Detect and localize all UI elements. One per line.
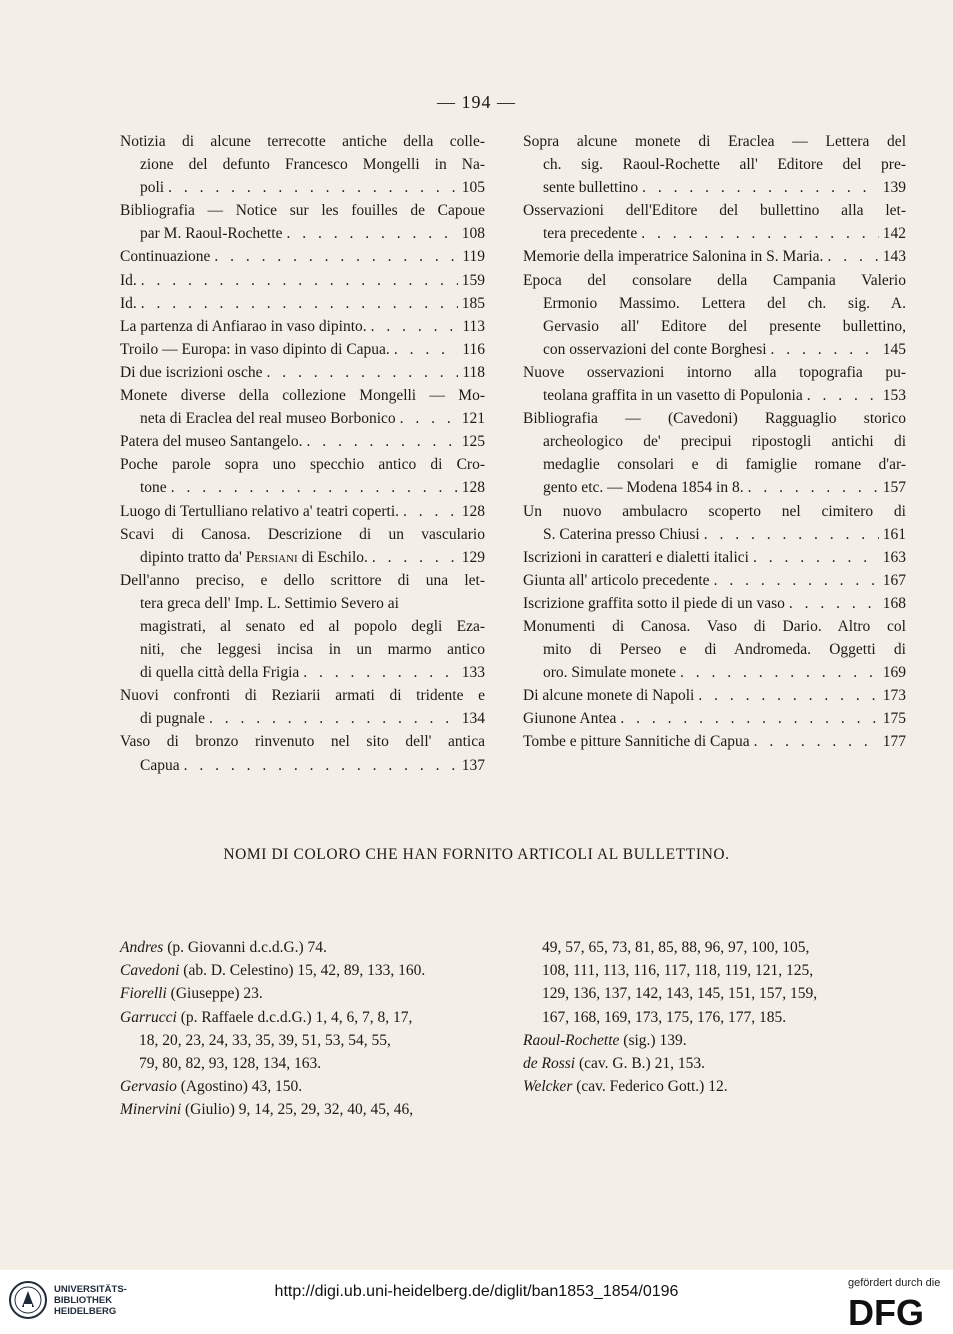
toc-leader-dots [637,222,879,245]
toc-page-number: 163 [882,548,906,566]
toc-entry-text: Giunone Antea [523,710,617,728]
contributor-pages: 129, 136, 137, 142, 143, 145, 151, 157, 159, [542,985,818,1003]
toc-page-number: 159 [461,271,485,289]
toc-page-number: 139 [882,179,906,197]
toc-leader-dots [710,569,879,592]
toc-page-number: 153 [882,387,906,405]
toc-page-number: 113 [462,317,485,335]
toc-line: Scavi di Canosa. Descrizione di un vasculario [120,525,485,543]
contributor-pages: (cav. Federico Gott.) 12. [572,1078,728,1096]
toc-leader-dots [368,546,458,569]
contributor-name: Andres [120,939,164,956]
toc-entry-text: Patera del museo Santangelo. [120,433,303,451]
toc-entry-title [543,523,700,546]
toc-leader-dots [205,707,458,730]
toc-line: Un nuovo ambulacro scoperto nel cimitero di [523,502,906,520]
contributor-line [120,1006,492,1029]
contributor-line [120,1098,492,1121]
toc-line [523,384,906,407]
toc-entry-title [140,546,368,569]
toc-page-number: 185 [461,294,485,312]
contributor-pages: (Agostino) 43, 150. [176,1078,303,1096]
contributor-line [120,936,492,959]
toc-leader-dots [303,430,458,453]
contributor-line [523,1052,906,1075]
contributors-left-column [120,936,492,1122]
toc-entry-text: Luogo di Tertulliano relativo a' teatri coperti. [120,502,400,520]
toc-line [523,592,906,615]
funder-note: gefördert durch die [848,1277,941,1289]
toc-entry-text: Id. [120,271,137,289]
toc-entry-title [543,176,638,199]
toc-line: Monete diverse della collezione Mongelli — Mo- [120,387,485,405]
toc-entry-text: di pugnale [140,710,205,728]
toc-leader-dots [164,176,458,199]
toc-line: Gervasio all' Editore del presente bullettino, [543,317,906,335]
toc-entry-text: tone [140,479,167,497]
toc-line [120,292,485,315]
toc-line: Vaso di bronzo rinvenuto nel sito dell' antica [120,733,485,751]
toc-line: Notizia di alcune terrecotte antiche della colle- [120,133,485,150]
toc-leader-dots [767,338,879,361]
toc-line [120,269,485,292]
toc-page-number: 125 [461,433,485,451]
toc-page-number: 133 [461,664,485,682]
toc-page-number: 116 [462,340,485,358]
toc-leader-dots [700,523,879,546]
toc-page-number: 121 [461,410,485,428]
toc-entry-title [523,592,785,615]
dfg-logo-text: DFG [848,1294,924,1328]
contributor-name: Garrucci [120,1008,177,1026]
toc-line [523,176,906,199]
toc-line: archeologico de' precipui ripostogli antichi di [543,433,906,451]
toc-leader-dots [299,661,457,684]
toc-page-number: 167 [882,571,906,589]
toc-entry-title [140,176,164,199]
toc-line [120,661,485,684]
toc-entry-text: Continuazione [120,248,211,266]
toc-leader-dots [750,730,879,753]
toc-line [120,361,485,384]
toc-leader-dots [137,292,458,315]
toc-entry-text: Id. [120,294,137,312]
toc-leader-dots [137,269,458,292]
toc-line [523,730,906,753]
contributor-pages: 167, 168, 169, 173, 175, 176, 177, 185. [542,1008,787,1026]
toc-leader-dots [823,245,878,268]
toc-line [120,338,485,361]
toc-leader-dots [180,754,458,777]
toc-entry-title [120,292,137,315]
toc-entry-text: neta di Eraclea del real museo Borbonico [140,410,396,428]
toc-page-number: 168 [882,594,906,612]
toc-entry-text: S. Caterina presso Chiusi [543,525,700,543]
toc-entry-text: Tombe e pitture Sannitiche di Capua [523,733,750,751]
toc-entry-title [120,500,399,523]
toc-line: magistrati, al senato ed al popolo degli Eza- [140,617,485,635]
toc-entry-text: par M. Raoul-Rochette [140,225,283,243]
toc-entry-title [523,684,694,707]
toc-line: Sopra alcune monete di Eraclea — Lettera del [523,133,906,150]
toc-line [523,661,906,684]
toc-leader-dots [262,361,458,384]
toc-page-number: 134 [461,710,485,728]
toc-right-column [523,130,906,754]
toc-line [120,707,485,730]
toc-entry-title [523,707,616,730]
contributor-pages: (p. Raffaele d.c.d.G.) 1, 4, 6, 7, 8, 17, [176,1008,413,1026]
toc-line [120,222,485,245]
contributors-heading: NOMI DI COLORO CHE HAN FORNITO ARTICOLI AL BULLETTINO. [223,846,730,863]
toc-line [523,338,906,361]
contributor-pages: (p. Giovanni d.c.d.G.) 74. [163,939,327,956]
toc-entry-text: con osservazioni del conte Borghesi [543,340,767,358]
toc-entry-text: di quella città della Frigia [140,664,300,682]
toc-leader-dots [676,661,879,684]
toc-leader-dots [396,407,458,430]
toc-line: Poche parole sopra uno specchio antico di Cro- [120,456,485,474]
toc-entry-text: tera precedente [543,225,638,243]
toc-page-number: 143 [882,248,906,266]
toc-leader-dots [616,707,878,730]
toc-entry-title [120,315,367,338]
toc-line: Nuovi confronti di Reziarii armati di tridente e [120,687,485,705]
toc-entry-title [120,245,210,268]
toc-entry-text: sente bullettino [543,179,639,197]
toc-leader-dots [282,222,457,245]
toc-line: Monumenti di Canosa. Vaso di Dario. Altro col [523,617,906,635]
toc-entry-title [140,407,396,430]
toc-line: Nuove osservazioni intorno alla topografia pu- [523,363,906,381]
toc-leader-dots [399,500,458,523]
toc-line [523,569,906,592]
contributor-name: Raoul-Rochette [523,1031,620,1049]
contributor-pages: (Giuseppe) 23. [166,985,263,1003]
toc-entry-title [140,222,282,245]
toc-line [120,430,485,453]
toc-leader-dots [803,384,879,407]
toc-line [120,500,485,523]
toc-line: tera greca dell' Imp. L. Settimio Severo ai [140,594,399,612]
toc-entry-title [543,476,744,499]
contributor-name: de Rossi [523,1054,576,1072]
toc-page-number: 108 [461,225,485,243]
toc-entry-title [140,476,167,499]
toc-entry-text: Iscrizioni in caratteri e dialetti italici [523,548,749,566]
toc-entry-text: Memorie della imperatrice Salonina in S. Maria. [523,248,824,266]
toc-entry-title [120,269,137,292]
toc-page-number: 129 [461,548,485,566]
contributor-line [523,936,906,959]
contributor-name: Minervini [120,1101,182,1119]
contributor-pages: (sig.) 139. [619,1031,687,1049]
toc-entry-text: Di alcune monete di Napoli [523,687,695,705]
toc-line [523,245,906,268]
source-url[interactable]: http://digi.ub.uni-heidelberg.de/diglit/ban1853_1854/0196 [274,1283,679,1300]
contributor-line [120,1052,492,1075]
toc-page-number: 169 [882,664,906,682]
toc-entry-title [120,430,303,453]
toc-leader-dots [210,245,458,268]
contributor-name: Welcker [523,1078,573,1096]
toc-page-number: 157 [882,479,906,497]
toc-entry-title [120,338,390,361]
toc-entry-text: dipinto tratto da' [140,548,246,566]
toc-entry-title [543,338,767,361]
toc-page-number: 142 [882,225,906,243]
contributor-name: Fiorelli [120,985,167,1003]
toc-leader-dots [785,592,879,615]
toc-leader-dots [167,476,458,499]
toc-page-number: 128 [461,502,485,520]
contributor-name: Cavedoni [120,962,180,980]
toc-entry-title [543,661,676,684]
toc-entry-title [543,222,637,245]
contributor-pages: (Giulio) 9, 14, 25, 29, 32, 40, 45, 46, [181,1101,414,1119]
toc-entry-title [140,754,180,777]
toc-page-number: 161 [882,525,906,543]
toc-line [523,222,906,245]
toc-entry-author: Persiani [245,548,298,566]
toc-line: zione del defunto Francesco Mongelli in Na- [140,156,485,174]
toc-line [120,176,485,199]
toc-entry-text: Di due iscrizioni osche [120,363,263,381]
toc-line [120,407,485,430]
toc-line: Osservazioni dell'Editore del bullettino alla let- [523,202,906,220]
toc-entry-text: gento etc. — Modena 1854 in 8. [543,479,744,497]
page-number: — 194 — [437,92,516,112]
toc-leader-dots [367,315,459,338]
contributor-line [523,1029,906,1052]
toc-entry-text-after: di Eschilo. [297,548,368,566]
toc-leader-dots [744,476,879,499]
toc-line: Dell'anno preciso, e dello scrittore di una let- [120,571,485,589]
toc-entry-text: Iscrizione graffita sotto il piede di un vaso [523,594,785,612]
toc-entry-title [543,384,803,407]
toc-line [523,546,906,569]
contributors-right-column [523,936,906,1098]
contributor-line [523,1006,906,1029]
toc-line [523,684,906,707]
toc-entry-title [523,546,749,569]
toc-entry-title [120,361,262,384]
toc-entry-title [523,730,750,753]
toc-page-number: 175 [882,710,906,728]
contributor-line [120,1029,492,1052]
toc-entry-title [140,661,299,684]
library-name: UNIVERSITÄTS- BIBLIOTHEK HEIDELBERG [54,1284,127,1317]
toc-line [523,476,906,499]
toc-entry-text: La partenza di Anfiarao in vaso dipinto. [120,317,367,335]
contributor-pages: 49, 57, 65, 73, 81, 85, 88, 96, 97, 100, 105, [542,939,810,956]
contributor-line [120,982,492,1005]
toc-line [120,754,485,777]
contributor-name: Gervasio [120,1078,177,1096]
toc-page-number: 137 [461,756,485,774]
toc-entry-text: Giunta all' articolo precedente [523,571,710,589]
toc-line [120,546,485,569]
contributor-pages: 79, 80, 82, 93, 128, 134, 163. [139,1054,322,1072]
toc-page-number: 145 [882,340,906,358]
toc-page-number: 173 [882,687,906,705]
toc-line [523,707,906,730]
dfg-logo-icon[interactable] [846,1294,942,1328]
toc-leader-dots [694,684,878,707]
toc-line [523,523,906,546]
toc-line [120,315,485,338]
toc-line: Epoca del consolare della Campania Valerio [523,271,906,289]
contributor-line [120,959,492,982]
toc-line: mito di Perseo e di Andromeda. Oggetti di [543,641,906,659]
toc-page-number: 105 [461,179,485,197]
toc-leader-dots [390,338,459,361]
toc-entry-text: Capua [140,756,180,774]
toc-line: Bibliografia — Notice sur les fouilles de Capoue [120,202,485,220]
toc-entry-text: teolana graffita in un vasetto di Populonia [543,387,803,405]
toc-entry-title [523,245,823,268]
contributor-line [523,982,906,1005]
toc-leader-dots [749,546,879,569]
toc-line: ch. sig. Raoul-Rochette all' Editore del pre- [543,156,906,174]
contributor-pages: 108, 111, 113, 116, 117, 118, 119, 121, 125, [542,962,814,980]
toc-page-number: 119 [462,248,485,266]
toc-line [120,476,485,499]
contributor-pages: (cav. G. B.) 21, 153. [575,1054,705,1072]
contributor-pages: (ab. D. Celestino) 15, 42, 89, 133, 160. [179,962,426,980]
toc-line: niti, che leggesi incisa in un marmo antico [140,641,485,659]
toc-entry-text: Troilo — Europa: in vaso dipinto di Capua. [120,340,390,358]
toc-leader-dots [638,176,879,199]
toc-entry-text: oro. Simulate monete [543,664,677,682]
toc-entry-title [140,707,205,730]
toc-page-number: 177 [882,733,906,751]
toc-line: Bibliografia — (Cavedoni) Ragguaglio storico [523,410,906,428]
toc-line: Ermonio Massimo. Lettera del ch. sig. A. [543,294,906,312]
toc-line [120,245,485,268]
toc-entry-text: poli [140,179,165,197]
toc-entry-title [523,569,710,592]
toc-line: medaglie consolari e di famiglie romane d'ar- [543,456,906,474]
toc-page-number: 128 [461,479,485,497]
contributor-pages: 18, 20, 23, 24, 33, 35, 39, 51, 53, 54, 55, [139,1031,391,1049]
contributor-line [523,1075,906,1098]
contributor-line [523,959,906,982]
toc-page-number: 118 [462,363,485,381]
toc-left-column [120,130,485,777]
footer-bar [0,1270,953,1334]
contributor-line [120,1075,492,1098]
